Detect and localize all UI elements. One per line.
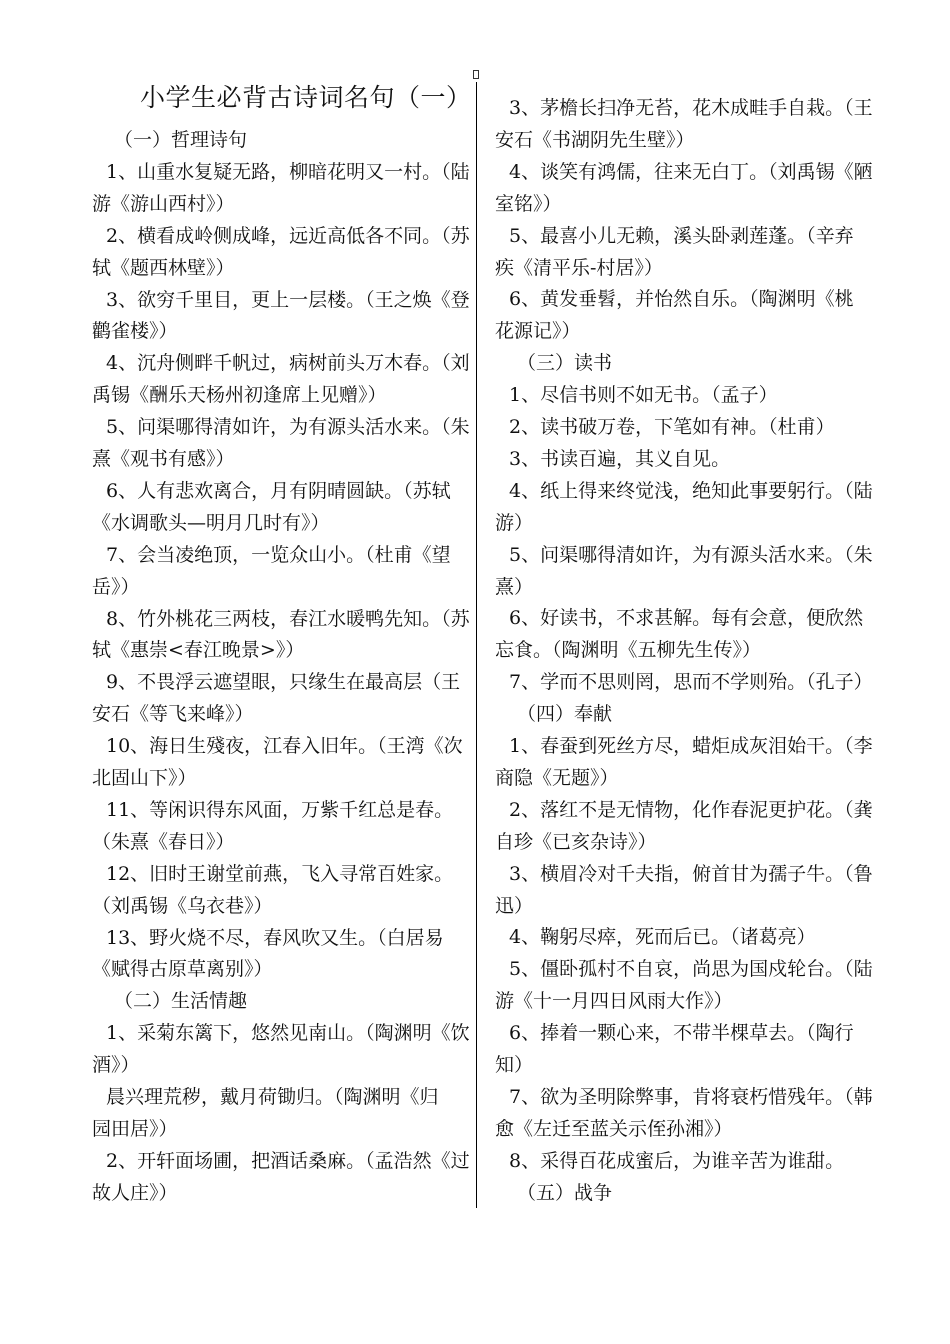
text-line: 晨兴理荒秽，戴月荷锄归。（陶渊明《归 xyxy=(106,1086,439,1108)
text-line: 安石《等飞来峰》） xyxy=(92,703,254,726)
text-line: 1、山重水复疑无路，柳暗花明又一村。（陆 xyxy=(106,160,470,183)
text-line: 6、黄发垂髫，并怡然自乐。（陶渊明《桃 xyxy=(509,288,854,311)
text-line: 《水调歌头—明月几时有》） xyxy=(92,511,330,534)
section-heading: （四）奉献 xyxy=(517,703,613,726)
text-line: 酒》） xyxy=(92,1054,140,1077)
text-line: 3、茅檐长扫净无苔，花木成畦手自栽。（王 xyxy=(509,97,873,119)
text-line: 游《十一月四日风雨大作》） xyxy=(495,990,733,1013)
text-line: 鹳雀楼》） xyxy=(92,320,178,343)
text-line: 9、不畏浮云遮望眼，只缘生在最高层（王 xyxy=(106,671,461,694)
text-line: 7、会当凌绝顶，一览众山小。（杜甫《望 xyxy=(106,543,451,566)
text-line: 熹） xyxy=(495,575,534,598)
text-line: 花源记》） xyxy=(495,320,581,343)
text-line: 2、开轩面场圃，把酒话桑麻。（孟浩然《过 xyxy=(106,1149,470,1172)
text-line: 8、采得百花成蜜后，为谁辛苦为谁甜。 xyxy=(509,1149,845,1172)
section-heading: （二）生活情趣 xyxy=(114,990,248,1013)
text-line: 知） xyxy=(495,1054,534,1076)
text-line: 6、捧着一颗心来，不带半棵草去。（陶行 xyxy=(509,1022,854,1045)
text-line: 禹锡《酬乐天杨州初逢席上见赠》） xyxy=(92,384,387,407)
column-divider xyxy=(476,82,477,1208)
text-line: 游） xyxy=(495,511,534,534)
text-line: 5、问渠哪得清如许，为有源头活水来。（朱 xyxy=(106,416,470,439)
text-line: 6、好读书，不求甚解。每有会意，便欣然 xyxy=(509,607,864,630)
text-line: 3、横眉冷对千夫指，俯首甘为孺子牛。（鲁 xyxy=(509,862,873,885)
text-line: 6、人有悲欢离合，月有阴晴圆缺。（苏轼 xyxy=(106,479,451,502)
text-line: 游《游山西村》） xyxy=(92,192,235,215)
text-line: 5、问渠哪得清如许，为有源头活水来。（朱 xyxy=(509,543,873,566)
text-line: 1、尽信书则不如无书。（孟子） xyxy=(509,384,778,407)
text-line: （朱熹《春日》） xyxy=(92,830,235,853)
text-line: 安石《书湖阴先生壁》） xyxy=(495,128,695,151)
text-line: 忘食。（陶渊明《五柳先生传》） xyxy=(495,639,762,662)
text-line: 7、欲为圣明除弊事，肯将衰朽惜残年。（韩 xyxy=(509,1085,873,1108)
text-line: 岳》） xyxy=(92,575,140,598)
text-line: 5、最喜小儿无赖，溪头卧剥莲蓬。（辛弃 xyxy=(509,224,854,247)
text-line: 2、读书破万卷，下笔如有神。（杜甫） xyxy=(509,416,835,438)
text-line: 迅） xyxy=(495,894,534,917)
text-line: 园田居》） xyxy=(92,1117,178,1140)
section-heading: （一）哲理诗句 xyxy=(114,129,248,151)
text-line: 自珍《已亥杂诗》） xyxy=(495,830,657,853)
text-line: 4、鞠躬尽瘁，死而后已。（诸葛亮） xyxy=(509,926,816,949)
text-line: 5、僵卧孤村不自哀，尚思为国戍轮台。（陆 xyxy=(509,958,873,981)
text-line: 轼《惠崇<春江晚景>》） xyxy=(92,639,305,662)
text-line: 《赋得古原草离别》） xyxy=(92,958,273,981)
text-line: 7、学而不思则罔，思而不学则殆。（孔子） xyxy=(509,671,873,694)
page-title: 小学生必背古诗词名句（一） xyxy=(140,83,472,112)
text-line: 4、纸上得来终觉浅，绝知此事要躬行。（陆 xyxy=(509,479,873,502)
page-marker-icon xyxy=(473,70,479,79)
text-line: 4、谈笑有鸿儒，往来无白丁。（刘禹锡《陋 xyxy=(509,160,873,183)
text-line: 室铭》） xyxy=(495,192,562,215)
text-line: 4、沉舟侧畔千帆过，病树前头万木春。（刘 xyxy=(106,352,470,375)
text-line: 10、海日生殘夜，江春入旧年。（王湾《次 xyxy=(106,735,463,758)
text-line: 北固山下》） xyxy=(92,767,197,789)
text-line: 12、旧时王谢堂前燕，飞入寻常百姓家。 xyxy=(106,862,454,885)
text-line: 商隐《无题》） xyxy=(495,766,619,789)
text-line: 1、采菊东篱下，悠然见南山。（陶渊明《饮 xyxy=(106,1022,470,1045)
text-line: 13、野火烧不尽，春风吹又生。（白居易 xyxy=(106,926,444,949)
text-line: 疾《清平乐-村居》） xyxy=(495,256,663,279)
text-line: 11、等闲识得东风面，万紫千红总是春。 xyxy=(106,798,454,821)
text-line: 2、落红不是无情物，化作春泥更护花。（龚 xyxy=(509,798,873,821)
text-line: 2、横看成岭侧成峰，远近高低各不同。（苏 xyxy=(106,224,470,247)
section-heading: （五）战争 xyxy=(517,1181,613,1204)
text-line: 3、书读百遍，其义自见。 xyxy=(509,447,731,470)
text-line: 8、竹外桃花三两枝，春江水暖鸭先知。（苏 xyxy=(106,607,470,630)
text-line: 熹《观书有感》） xyxy=(92,448,235,470)
text-line: （刘禹锡《乌衣巷》） xyxy=(92,894,273,917)
section-heading: （三）读书 xyxy=(517,352,613,375)
text-line: 1、春蚕到死丝方尽，蜡炬成灰泪始干。（李 xyxy=(509,735,873,757)
text-line: 故人庄》） xyxy=(92,1181,178,1204)
text-line: 3、欲穷千里目，更上一层楼。（王之焕《登 xyxy=(106,288,470,311)
text-line: 愈《左迁至蓝关示侄孙湘》） xyxy=(495,1117,733,1140)
text-line: 轼《题西林壁》） xyxy=(92,256,235,279)
